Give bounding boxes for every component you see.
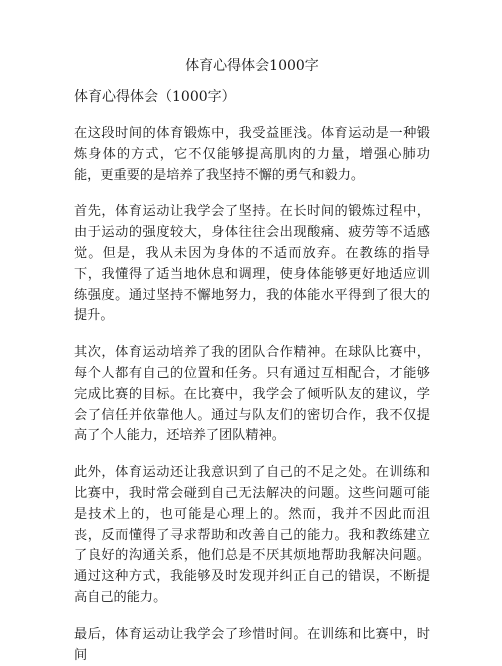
document-subtitle: 体育心得体会（1000字） [74,89,236,105]
paragraph-teamwork: 其次，体育运动培养了我的团队合作精神。在球队比赛中，每个人都有自己的位置和任务。只有通过互相配合，才能够完成比赛的目标。在比赛中，我学会了倾听队友的建议，学会了信任并依靠他人。通过与队友们的密切合作，我不仅提高了个人能力，还培养了团队精神。 [74,345,430,444]
paragraph-persistence: 首先，体育运动让我学会了坚持。在长时间的锻炼过程中，由于运动的强度较大，身体往往会出现酸痛、疲劳等不适感觉。但是，我从未因为身体的不适而放弃。在教练的指导下，我懂得了适当地休息和调理，使身体能够更好地适应训练强度。通过坚持不懈地努力，我的体能水平得到了很大的提升。 [74,204,430,324]
document-title: 体育心得体会1000字 [185,58,319,74]
paragraph-time: 最后，体育运动让我学会了珍惜时间。在训练和比赛中，时间 [74,626,430,663]
paragraph-shortcomings: 此外，体育运动还让我意识到了自己的不足之处。在训练和比赛中，我时常会碰到自己无法解决的问题。这些问题可能是技术上的，也可能是心理上的。然而，我并不因此而沮丧，反而懂得了寻求帮助和改善自己的能力。我和教练建立了良好的沟通关系，他们总是不厌其烦地帮助我解决问题。通过这种方式，我能够及时发现并纠正自己的错误，不断提高自己的能力。 [74,465,430,605]
paragraph-intro: 在这段时间的体育锻炼中，我受益匪浅。体育运动是一种锻炼身体的方式，它不仅能够提高肌肉的力量，增强心肺功能，更重要的是培养了我坚持不懈的勇气和毅力。 [74,126,430,183]
